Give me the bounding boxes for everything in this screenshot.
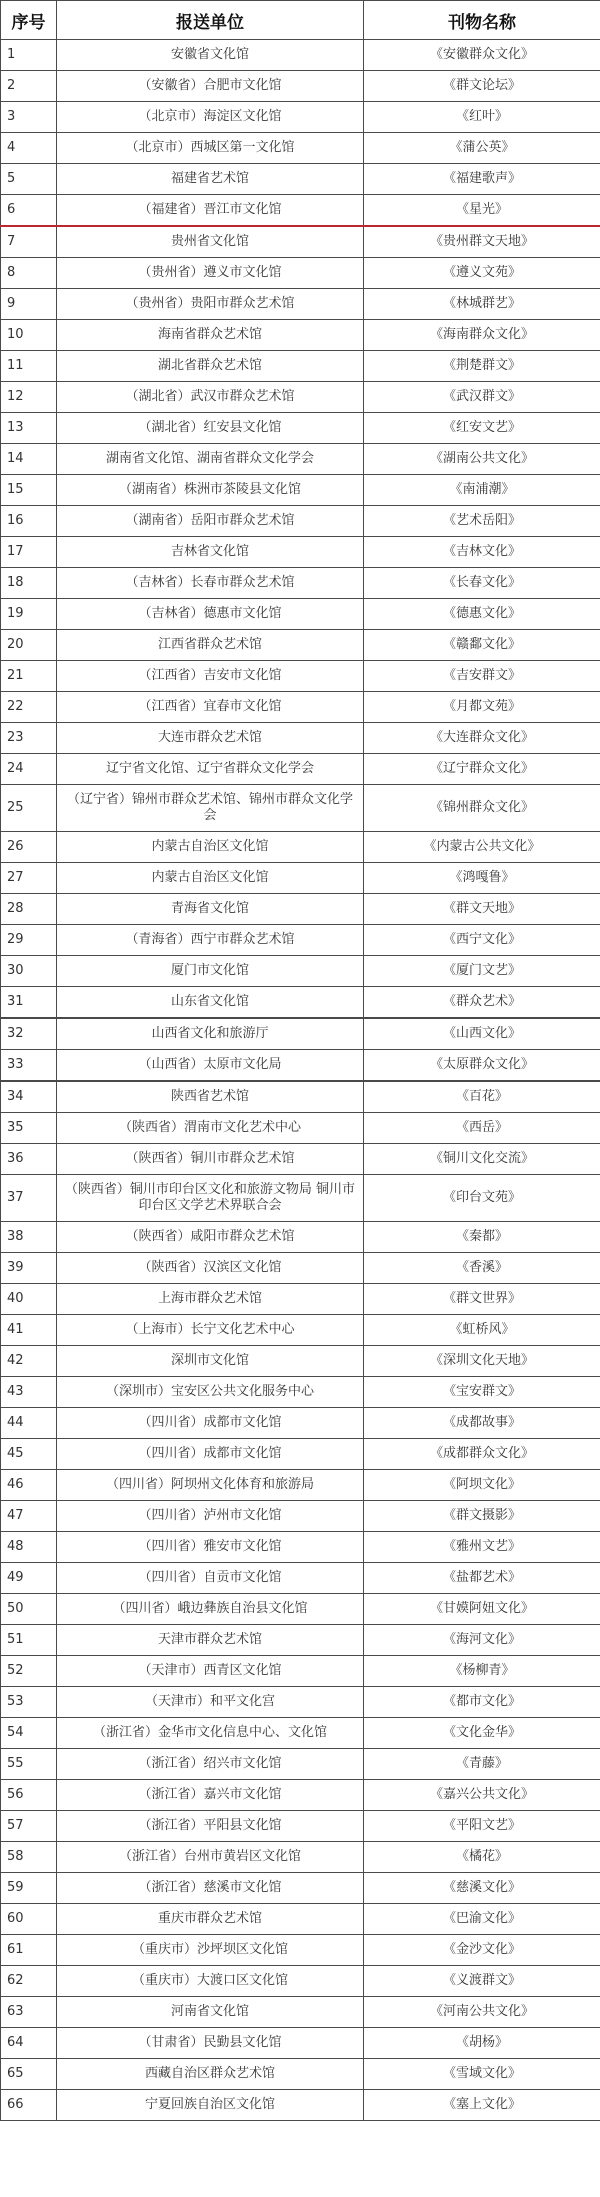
unit-cell: （四川省）阿坝州文化体育和旅游局 xyxy=(57,1470,364,1501)
table-row xyxy=(1,894,600,925)
journal-cell: 《成都故事》 xyxy=(364,1408,600,1439)
unit-cell: （吉林省）德惠市文化馆 xyxy=(57,599,364,630)
seq-cell: 9 xyxy=(1,289,57,320)
journal-cell: 《雪域文化》 xyxy=(364,2059,600,2090)
table-row xyxy=(1,1997,600,2028)
journal-cell: 《武汉群文》 xyxy=(364,382,600,413)
unit-cell: （深圳市）宝安区公共文化服务中心 xyxy=(57,1377,364,1408)
seq-cell: 4 xyxy=(1,133,57,164)
table-body xyxy=(1,40,600,2121)
unit-cell: （重庆市）沙坪坝区文化馆 xyxy=(57,1935,364,1966)
table-row xyxy=(1,1501,600,1532)
unit-cell: （山西省）太原市文化局 xyxy=(57,1050,364,1082)
seq-cell: 47 xyxy=(1,1501,57,1532)
seq-cell: 62 xyxy=(1,1966,57,1997)
journal-cell: 《群众艺术》 xyxy=(364,987,600,1019)
journal-cell: 《金沙文化》 xyxy=(364,1935,600,1966)
table-row xyxy=(1,1811,600,1842)
unit-cell: （四川省）成都市文化馆 xyxy=(57,1439,364,1470)
table-row xyxy=(1,925,600,956)
table-row xyxy=(1,71,600,102)
table-row xyxy=(1,1718,600,1749)
seq-cell: 46 xyxy=(1,1470,57,1501)
table-row xyxy=(1,1935,600,1966)
table-row xyxy=(1,1377,600,1408)
seq-cell: 13 xyxy=(1,413,57,444)
journal-cell: 《平阳文艺》 xyxy=(364,1811,600,1842)
seq-cell: 27 xyxy=(1,863,57,894)
unit-cell: （甘肃省）民勤县文化馆 xyxy=(57,2028,364,2059)
journal-cell: 《西宁文化》 xyxy=(364,925,600,956)
table-row xyxy=(1,2090,600,2121)
journal-cell: 《大连群众文化》 xyxy=(364,723,600,754)
seq-cell: 20 xyxy=(1,630,57,661)
table-row xyxy=(1,289,600,320)
seq-cell: 18 xyxy=(1,568,57,599)
unit-cell: 山东省文化馆 xyxy=(57,987,364,1019)
table-header-row xyxy=(1,1,600,40)
table-row xyxy=(1,1144,600,1175)
journal-cell: 《海河文化》 xyxy=(364,1625,600,1656)
journal-cell: 《群文天地》 xyxy=(364,894,600,925)
table-row xyxy=(1,785,600,832)
journal-cell: 《盐都艺术》 xyxy=(364,1563,600,1594)
unit-cell: （北京市）西城区第一文化馆 xyxy=(57,133,364,164)
seq-cell: 10 xyxy=(1,320,57,351)
unit-cell: 吉林省文化馆 xyxy=(57,537,364,568)
seq-cell: 32 xyxy=(1,1018,57,1050)
seq-cell: 51 xyxy=(1,1625,57,1656)
seq-cell: 31 xyxy=(1,987,57,1019)
unit-cell: （浙江省）平阳县文化馆 xyxy=(57,1811,364,1842)
table-row xyxy=(1,630,600,661)
unit-cell: （安徽省）合肥市文化馆 xyxy=(57,71,364,102)
table-row xyxy=(1,2028,600,2059)
journal-cell: 《阿坝文化》 xyxy=(364,1470,600,1501)
seq-cell: 33 xyxy=(1,1050,57,1082)
table-row xyxy=(1,506,600,537)
journal-cell: 《群文摄影》 xyxy=(364,1501,600,1532)
unit-cell: （浙江省）慈溪市文化馆 xyxy=(57,1873,364,1904)
seq-cell: 26 xyxy=(1,832,57,863)
seq-cell: 17 xyxy=(1,537,57,568)
seq-cell: 52 xyxy=(1,1656,57,1687)
table-row xyxy=(1,537,600,568)
journal-cell: 《河南公共文化》 xyxy=(364,1997,600,2028)
table-row xyxy=(1,987,600,1019)
seq-cell: 50 xyxy=(1,1594,57,1625)
journal-cell: 《鸿嘎鲁》 xyxy=(364,863,600,894)
table-row xyxy=(1,1749,600,1780)
unit-cell: （湖南省）岳阳市群众艺术馆 xyxy=(57,506,364,537)
journal-cell: 《红叶》 xyxy=(364,102,600,133)
unit-cell: （湖北省）武汉市群众艺术馆 xyxy=(57,382,364,413)
seq-cell: 61 xyxy=(1,1935,57,1966)
seq-cell: 15 xyxy=(1,475,57,506)
unit-cell: （青海省）西宁市群众艺术馆 xyxy=(57,925,364,956)
unit-cell: 江西省群众艺术馆 xyxy=(57,630,364,661)
journal-cell: 《赣鄱文化》 xyxy=(364,630,600,661)
journal-cell: 《西岳》 xyxy=(364,1113,600,1144)
seq-cell: 1 xyxy=(1,40,57,71)
table-row xyxy=(1,413,600,444)
table-row xyxy=(1,195,600,227)
seq-cell: 41 xyxy=(1,1315,57,1346)
unit-cell: 内蒙古自治区文化馆 xyxy=(57,863,364,894)
unit-cell: （辽宁省）锦州市群众艺术馆、锦州市群众文化学会 xyxy=(57,785,364,832)
table-row xyxy=(1,40,600,71)
journal-cell: 《成都群众文化》 xyxy=(364,1439,600,1470)
seq-cell: 40 xyxy=(1,1284,57,1315)
journal-cell: 《锦州群众文化》 xyxy=(364,785,600,832)
table-row xyxy=(1,258,600,289)
journal-cell: 《月都文苑》 xyxy=(364,692,600,723)
table-row xyxy=(1,102,600,133)
unit-cell: （天津市）和平文化宫 xyxy=(57,1687,364,1718)
seq-cell: 38 xyxy=(1,1222,57,1253)
journal-cell: 《贵州群文天地》 xyxy=(364,226,600,258)
journal-cell: 《内蒙古公共文化》 xyxy=(364,832,600,863)
unit-cell: （陕西省）铜川市印台区文化和旅游文物局 铜川市印台区文学艺术界联合会 xyxy=(57,1175,364,1222)
journal-cell: 《橘花》 xyxy=(364,1842,600,1873)
unit-cell: 贵州省文化馆 xyxy=(57,226,364,258)
unit-cell: （湖北省）红安县文化馆 xyxy=(57,413,364,444)
table-row xyxy=(1,1470,600,1501)
journal-cell: 《安徽群众文化》 xyxy=(364,40,600,71)
table-row xyxy=(1,1904,600,1935)
seq-cell: 19 xyxy=(1,599,57,630)
unit-cell: （北京市）海淀区文化馆 xyxy=(57,102,364,133)
table-row xyxy=(1,568,600,599)
unit-cell: （四川省）泸州市文化馆 xyxy=(57,1501,364,1532)
journal-cell: 《遵义文苑》 xyxy=(364,258,600,289)
unit-cell: （陕西省）铜川市群众艺术馆 xyxy=(57,1144,364,1175)
seq-cell: 5 xyxy=(1,164,57,195)
seq-cell: 60 xyxy=(1,1904,57,1935)
unit-cell: 青海省文化馆 xyxy=(57,894,364,925)
journal-cell: 《吉安群文》 xyxy=(364,661,600,692)
journal-cell: 《吉林文化》 xyxy=(364,537,600,568)
seq-cell: 6 xyxy=(1,195,57,227)
journal-cell: 《长春文化》 xyxy=(364,568,600,599)
seq-cell: 66 xyxy=(1,2090,57,2121)
table-row xyxy=(1,1842,600,1873)
unit-cell: 湖南省文化馆、湖南省群众文化学会 xyxy=(57,444,364,475)
table-row xyxy=(1,444,600,475)
journal-cell: 《福建歌声》 xyxy=(364,164,600,195)
table-row xyxy=(1,1175,600,1222)
header-seq: 序号 xyxy=(1,1,57,40)
table-row xyxy=(1,133,600,164)
journal-cell: 《都市文化》 xyxy=(364,1687,600,1718)
journal-cell: 《香溪》 xyxy=(364,1253,600,1284)
unit-cell: （陕西省）渭南市文化艺术中心 xyxy=(57,1113,364,1144)
seq-cell: 36 xyxy=(1,1144,57,1175)
table-row xyxy=(1,1656,600,1687)
seq-cell: 42 xyxy=(1,1346,57,1377)
unit-cell: （四川省）自贡市文化馆 xyxy=(57,1563,364,1594)
journal-cell: 《铜川文化交流》 xyxy=(364,1144,600,1175)
table-row xyxy=(1,1439,600,1470)
seq-cell: 65 xyxy=(1,2059,57,2090)
seq-cell: 64 xyxy=(1,2028,57,2059)
unit-cell: 重庆市群众艺术馆 xyxy=(57,1904,364,1935)
table-row xyxy=(1,599,600,630)
table-row xyxy=(1,1222,600,1253)
seq-cell: 21 xyxy=(1,661,57,692)
seq-cell: 3 xyxy=(1,102,57,133)
seq-cell: 54 xyxy=(1,1718,57,1749)
seq-cell: 57 xyxy=(1,1811,57,1842)
unit-cell: （吉林省）长春市群众艺术馆 xyxy=(57,568,364,599)
journal-cell: 《深圳文化天地》 xyxy=(364,1346,600,1377)
table-row xyxy=(1,1081,600,1113)
journal-cell: 《雅州文艺》 xyxy=(364,1532,600,1563)
seq-cell: 29 xyxy=(1,925,57,956)
table-row xyxy=(1,1625,600,1656)
journal-cell: 《星光》 xyxy=(364,195,600,227)
seq-cell: 59 xyxy=(1,1873,57,1904)
table-row xyxy=(1,832,600,863)
unit-cell: （上海市）长宁文化艺术中心 xyxy=(57,1315,364,1346)
seq-cell: 24 xyxy=(1,754,57,785)
table-row xyxy=(1,1284,600,1315)
seq-cell: 28 xyxy=(1,894,57,925)
unit-cell: 海南省群众艺术馆 xyxy=(57,320,364,351)
unit-cell: 安徽省文化馆 xyxy=(57,40,364,71)
table-row xyxy=(1,723,600,754)
table-row xyxy=(1,382,600,413)
table-row xyxy=(1,1563,600,1594)
unit-cell: （四川省）雅安市文化馆 xyxy=(57,1532,364,1563)
unit-cell: 深圳市文化馆 xyxy=(57,1346,364,1377)
journal-cell: 《蒲公英》 xyxy=(364,133,600,164)
seq-cell: 11 xyxy=(1,351,57,382)
table-row xyxy=(1,1113,600,1144)
seq-cell: 43 xyxy=(1,1377,57,1408)
unit-cell: 辽宁省文化馆、辽宁省群众文化学会 xyxy=(57,754,364,785)
seq-cell: 16 xyxy=(1,506,57,537)
seq-cell: 48 xyxy=(1,1532,57,1563)
unit-cell: （贵州省）贵阳市群众艺术馆 xyxy=(57,289,364,320)
seq-cell: 44 xyxy=(1,1408,57,1439)
journal-cell: 《杨柳青》 xyxy=(364,1656,600,1687)
table-row xyxy=(1,226,600,258)
seq-cell: 53 xyxy=(1,1687,57,1718)
header-unit: 报送单位 xyxy=(57,1,364,40)
seq-cell: 14 xyxy=(1,444,57,475)
table-row xyxy=(1,661,600,692)
seq-cell: 55 xyxy=(1,1749,57,1780)
journal-cell: 《虹桥风》 xyxy=(364,1315,600,1346)
journal-cell: 《印台文苑》 xyxy=(364,1175,600,1222)
seq-cell: 7 xyxy=(1,226,57,258)
journal-cell: 《文化金华》 xyxy=(364,1718,600,1749)
journal-cell: 《红安文艺》 xyxy=(364,413,600,444)
journal-cell: 《宝安群文》 xyxy=(364,1377,600,1408)
table-row xyxy=(1,1253,600,1284)
table-row xyxy=(1,2059,600,2090)
seq-cell: 12 xyxy=(1,382,57,413)
journal-cell: 《青藤》 xyxy=(364,1749,600,1780)
unit-cell: 河南省文化馆 xyxy=(57,1997,364,2028)
journal-cell: 《德惠文化》 xyxy=(364,599,600,630)
journal-cell: 《甘嫫阿妞文化》 xyxy=(364,1594,600,1625)
seq-cell: 49 xyxy=(1,1563,57,1594)
seq-cell: 63 xyxy=(1,1997,57,2028)
table-row xyxy=(1,754,600,785)
header-journal: 刊物名称 xyxy=(364,1,600,40)
journal-cell: 《厦门文艺》 xyxy=(364,956,600,987)
journal-cell: 《林城群艺》 xyxy=(364,289,600,320)
unit-cell: （福建省）晋江市文化馆 xyxy=(57,195,364,227)
journal-cell: 《荆楚群文》 xyxy=(364,351,600,382)
unit-cell: （陕西省）咸阳市群众艺术馆 xyxy=(57,1222,364,1253)
unit-cell: 陕西省艺术馆 xyxy=(57,1081,364,1113)
unit-cell: （江西省）吉安市文化馆 xyxy=(57,661,364,692)
table-row xyxy=(1,351,600,382)
journal-cell: 《巴渝文化》 xyxy=(364,1904,600,1935)
unit-cell: （天津市）西青区文化馆 xyxy=(57,1656,364,1687)
journal-cell: 《群文论坛》 xyxy=(364,71,600,102)
seq-cell: 34 xyxy=(1,1081,57,1113)
seq-cell: 56 xyxy=(1,1780,57,1811)
unit-cell: （四川省）成都市文化馆 xyxy=(57,1408,364,1439)
unit-cell: 西藏自治区群众艺术馆 xyxy=(57,2059,364,2090)
table-row xyxy=(1,1594,600,1625)
table-row xyxy=(1,1966,600,1997)
seq-cell: 25 xyxy=(1,785,57,832)
table-row xyxy=(1,1018,600,1050)
seq-cell: 37 xyxy=(1,1175,57,1222)
unit-cell: 大连市群众艺术馆 xyxy=(57,723,364,754)
unit-cell: （浙江省）台州市黄岩区文化馆 xyxy=(57,1842,364,1873)
journal-cell: 《南浦潮》 xyxy=(364,475,600,506)
unit-cell: （江西省）宜春市文化馆 xyxy=(57,692,364,723)
unit-cell: 宁夏回族自治区文化馆 xyxy=(57,2090,364,2121)
unit-cell: （浙江省）嘉兴市文化馆 xyxy=(57,1780,364,1811)
table-row xyxy=(1,1315,600,1346)
table-row xyxy=(1,164,600,195)
unit-cell: 天津市群众艺术馆 xyxy=(57,1625,364,1656)
unit-cell: （四川省）峨边彝族自治县文化馆 xyxy=(57,1594,364,1625)
table-row xyxy=(1,1873,600,1904)
seq-cell: 35 xyxy=(1,1113,57,1144)
journal-cell: 《海南群众文化》 xyxy=(364,320,600,351)
unit-cell: 上海市群众艺术馆 xyxy=(57,1284,364,1315)
journal-cell: 《义渡群文》 xyxy=(364,1966,600,1997)
unit-cell: （重庆市）大渡口区文化馆 xyxy=(57,1966,364,1997)
unit-cell: （浙江省）金华市文化信息中心、文化馆 xyxy=(57,1718,364,1749)
table-row xyxy=(1,1687,600,1718)
unit-cell: （贵州省）遵义市文化馆 xyxy=(57,258,364,289)
unit-cell: 山西省文化和旅游厅 xyxy=(57,1018,364,1050)
unit-cell: 厦门市文化馆 xyxy=(57,956,364,987)
journal-cell: 《秦都》 xyxy=(364,1222,600,1253)
seq-cell: 8 xyxy=(1,258,57,289)
unit-cell: （陕西省）汉滨区文化馆 xyxy=(57,1253,364,1284)
unit-cell: 福建省艺术馆 xyxy=(57,164,364,195)
unit-cell: 内蒙古自治区文化馆 xyxy=(57,832,364,863)
unit-cell: （浙江省）绍兴市文化馆 xyxy=(57,1749,364,1780)
table-row xyxy=(1,692,600,723)
journal-cell: 《群文世界》 xyxy=(364,1284,600,1315)
table-row xyxy=(1,1532,600,1563)
table-row xyxy=(1,475,600,506)
table-row xyxy=(1,956,600,987)
seq-cell: 22 xyxy=(1,692,57,723)
journal-cell: 《太原群众文化》 xyxy=(364,1050,600,1082)
seq-cell: 39 xyxy=(1,1253,57,1284)
journal-cell: 《湖南公共文化》 xyxy=(364,444,600,475)
table-row xyxy=(1,1408,600,1439)
table-row xyxy=(1,320,600,351)
table-row xyxy=(1,1346,600,1377)
journal-cell: 《慈溪文化》 xyxy=(364,1873,600,1904)
journal-cell: 《辽宁群众文化》 xyxy=(364,754,600,785)
seq-cell: 2 xyxy=(1,71,57,102)
journal-cell: 《胡杨》 xyxy=(364,2028,600,2059)
journal-cell: 《艺术岳阳》 xyxy=(364,506,600,537)
journal-cell: 《塞上文化》 xyxy=(364,2090,600,2121)
table-row xyxy=(1,1780,600,1811)
seq-cell: 23 xyxy=(1,723,57,754)
journal-cell: 《嘉兴公共文化》 xyxy=(364,1780,600,1811)
unit-cell: （湖南省）株洲市茶陵县文化馆 xyxy=(57,475,364,506)
seq-cell: 45 xyxy=(1,1439,57,1470)
table-row xyxy=(1,1050,600,1082)
seq-cell: 30 xyxy=(1,956,57,987)
journal-cell: 《山西文化》 xyxy=(364,1018,600,1050)
journal-cell: 《百花》 xyxy=(364,1081,600,1113)
table-row xyxy=(1,863,600,894)
seq-cell: 58 xyxy=(1,1842,57,1873)
unit-cell: 湖北省群众艺术馆 xyxy=(57,351,364,382)
